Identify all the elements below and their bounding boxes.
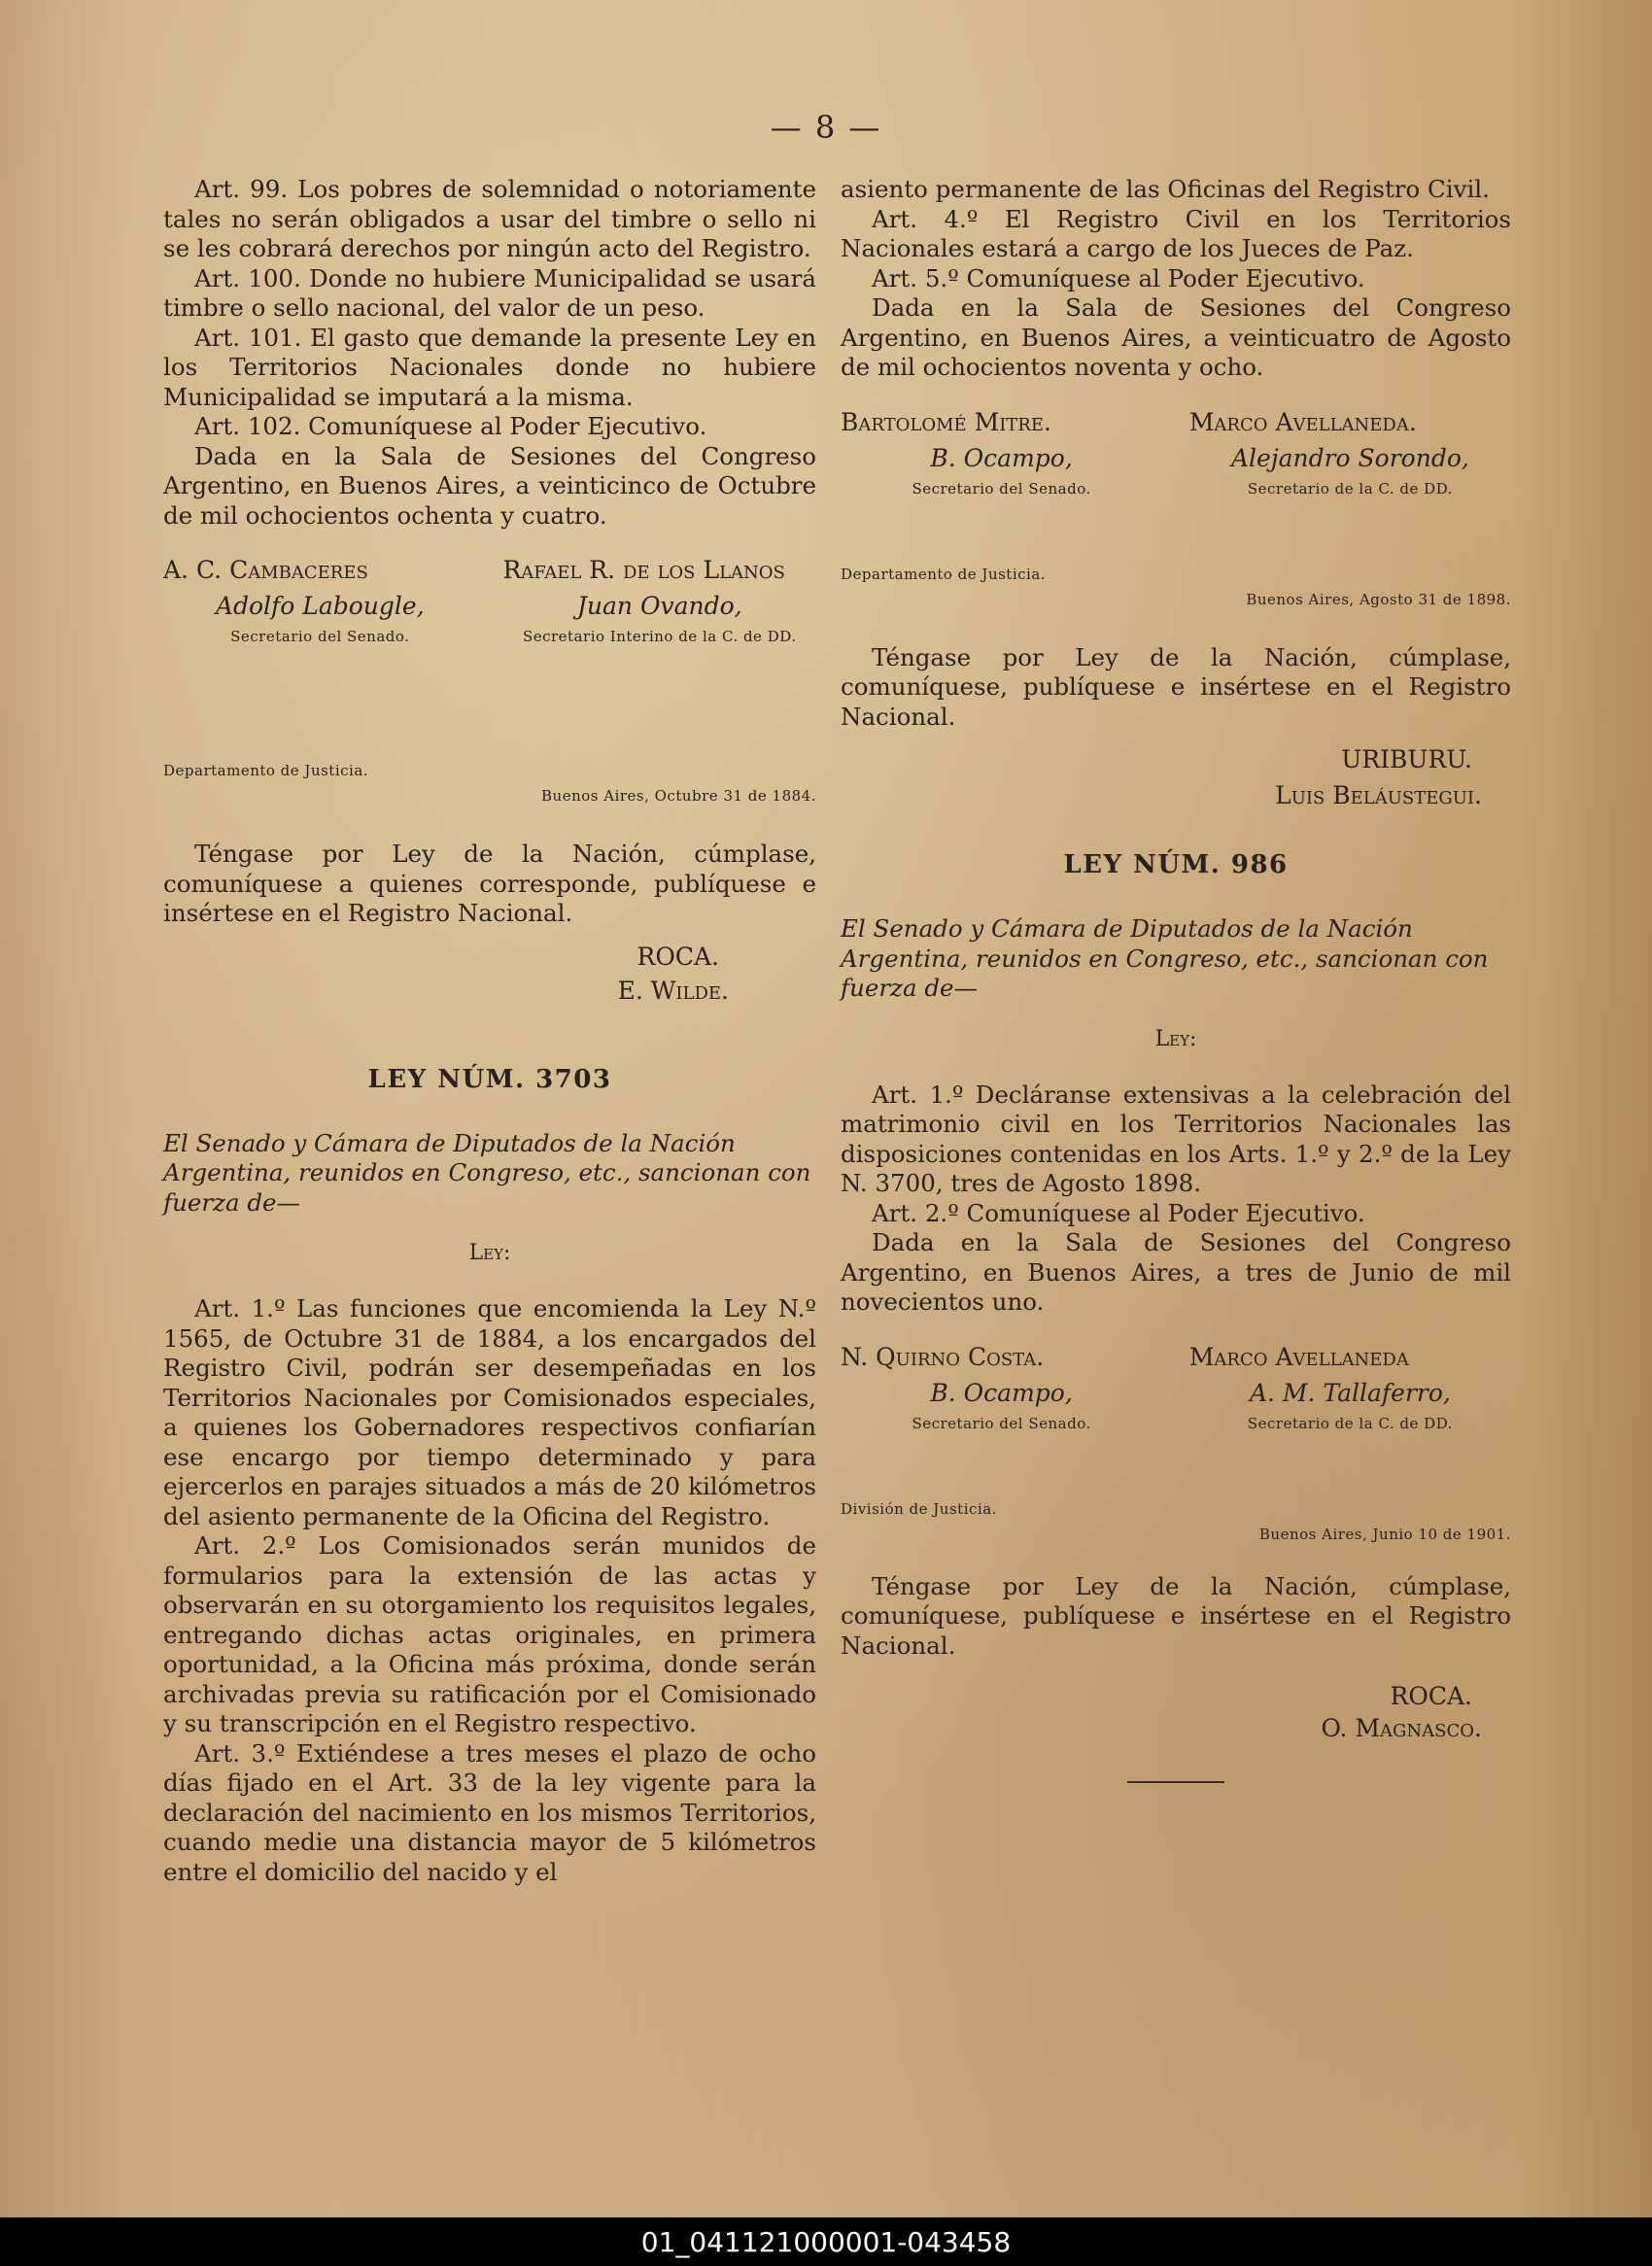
- article-paragraph: Art. 100. Donde no hubiere Municipalidad se usará timbre o sello nacional, del valor de un peso.: [163, 263, 816, 322]
- secretary-role: Secretario del Senado.: [230, 628, 410, 645]
- president-signature: ROCA.: [637, 942, 719, 971]
- ley-label: Ley:: [468, 1241, 511, 1265]
- closing-rule: [1127, 1781, 1224, 1783]
- article-paragraph: Art. 1.º Las funciones que encomienda la Ley N.º 1565, de Octubre 31 de 1884, a los encargados del Registro Civil, podrán ser desempeñadas en los Territorios Nacionales por Comisionados especiales, a quienes los Gobernadores respectivos confiarían ese encargo por tiempo determinado y para ejercerlos en parajes situados a más de 20 kilómetros del asiento permanente de la Oficina del Registro.: [163, 1294, 816, 1530]
- department-line: Departamento de Justicia.: [841, 565, 1047, 583]
- secretary-name: B. Ocampo,: [930, 1378, 1073, 1407]
- signatory-name: Bartolomé Mitre.: [841, 407, 1051, 436]
- decree-paragraph: Téngase por Ley de la Nación, cúmplase, comuníquese, publíquese e insértese en el Registro Nacional.: [841, 642, 1511, 731]
- article-paragraph: Art. 2.º Comuníquese al Poder Ejecutivo.: [872, 1198, 1365, 1227]
- scan-id-bar: [0, 2217, 1652, 2266]
- department-line: División de Justicia.: [841, 1499, 997, 1518]
- date-line: Buenos Aires, Octubre 31 de 1884.: [541, 787, 816, 805]
- president-signature: URIBURU.: [1341, 745, 1472, 773]
- secretary-name: Adolfo Labougle,: [215, 592, 425, 620]
- secretary-name: B. Ocampo,: [930, 443, 1073, 472]
- signature-block: [163, 556, 816, 645]
- article-paragraph: Art. 99. Los pobres de solemnidad o notoriamente tales no serán obligados a usar del timbre o sello ni se les cobrará derechos por ningún acto del Registro.: [163, 175, 816, 262]
- law-title: LEY NÚM. 3703: [367, 1064, 612, 1094]
- article-paragraph: Art. 3.º Extiéndese a tres meses el plazo de ocho días fijado en el Art. 33 de la ley vigente para la declaración del nacimiento en los mismos Territorios, cuando medie una distancia mayor de 5 kilómetros entre el domicilio del nacido y el: [163, 1738, 816, 1886]
- signatory-name: N. Quirno Costa.: [841, 1342, 1045, 1371]
- secretary-role: Secretario de la C. de DD.: [1247, 479, 1453, 498]
- signatory-name: Rafael R. de los Llanos: [502, 556, 785, 584]
- right-column: [841, 175, 1511, 1783]
- signature-block: [841, 1343, 1511, 1432]
- article-paragraph: Art. 1.º Decláranse extensivas a la celebración del matrimonio civil en los Territorios Nacionales las disposiciones contenidas en los Arts. 1.º y 2.º de la Ley N. 3700, tres de Agosto 1898.: [841, 1080, 1511, 1197]
- signature-right: [502, 556, 816, 645]
- enactment-paragraph: Dada en la Sala de Sesiones del Congreso Argentino, en Buenos Aires, a veinticuatro de Agosto de mil ochocientos noventa y ocho.: [841, 293, 1511, 381]
- left-column: [163, 175, 816, 1887]
- enactment-paragraph: Dada en la Sala de Sesiones del Congreso Argentino, en Buenos Aires, a veinticinco de Octubre de mil ochocientos ochenta y cuatro.: [163, 441, 816, 530]
- ley-label: Ley:: [1154, 1026, 1197, 1051]
- secretary-role: Secretario de la C. de DD.: [1247, 1414, 1453, 1432]
- article-paragraph: Art. 101. El gasto que demande la presente Ley en los Territorios Nacionales donde no hubiere Municipalidad se imputará a la misma.: [163, 323, 816, 411]
- signatory-name: Marco Avellaneda.: [1188, 407, 1417, 436]
- decree-paragraph: Téngase por Ley de la Nación, cúmplase, comuníquese a quienes corresponde, publíquese e insértese en el Registro Nacional.: [163, 840, 816, 927]
- secretary-name: A. M. Tallaferro,: [1249, 1378, 1451, 1407]
- article-paragraph: Art. 2.º Los Comisionados serán munidos de formularios para la extensión de las actas y observarán en su otorgamiento los requisitos legales, entregando dichas actas originales, en primera oportunidad, a la Oficina más próxima, donde serán archivadas previa su ratificación por el Comisionado y su transcripción en el Registro respectivo.: [163, 1531, 816, 1737]
- signature-left: [841, 408, 1162, 498]
- secretary-name: Alejandro Sorondo,: [1230, 443, 1469, 472]
- minister-signature: Luis Beláustegui.: [1275, 781, 1482, 809]
- date-line: Buenos Aires, Junio 10 de 1901.: [1258, 1525, 1511, 1543]
- signature-block: [841, 408, 1511, 498]
- signature-left: [163, 556, 477, 645]
- signature-left: [841, 1343, 1162, 1432]
- signatory-name: Marco Avellaneda: [1188, 1342, 1409, 1371]
- department-line: Departamento de Justicia.: [163, 762, 369, 779]
- signature-right: [1189, 408, 1511, 498]
- enactment-paragraph: Dada en la Sala de Sesiones del Congreso Argentino, en Buenos Aires, a tres de Junio de mil novecientos uno.: [841, 1228, 1511, 1316]
- decree-paragraph: Téngase por Ley de la Nación, cúmplase, comuníquese, publíquese e insértese en el Registro Nacional.: [841, 1571, 1511, 1660]
- article-paragraph: Art. 5.º Comuníquese al Poder Ejecutivo.: [872, 263, 1365, 292]
- secretary-name: Juan Ovando,: [576, 592, 742, 620]
- continuation-paragraph: asiento permanente de las Oficinas del Registro Civil.: [841, 175, 1490, 203]
- secretary-role: Secretario Interino de la C. de DD.: [522, 628, 797, 645]
- law-preamble: El Senado y Cámara de Diputados de la Nación Argentina, reunidos en Congreso, etc., sancionan con fuerza de—: [163, 1128, 811, 1217]
- date-line: Buenos Aires, Agosto 31 de 1898.: [1246, 590, 1511, 608]
- signatory-name: A. C. Cambaceres: [163, 556, 368, 584]
- minister-signature: O. Magnasco.: [1321, 1714, 1482, 1742]
- secretary-role: Secretario del Senado.: [912, 479, 1091, 498]
- president-signature: ROCA.: [1390, 1682, 1472, 1710]
- signature-right: [1189, 1343, 1511, 1432]
- law-preamble: El Senado y Cámara de Diputados de la Nación Argentina, reunidos en Congreso, etc., sancionan con fuerza de—: [841, 914, 1489, 1002]
- secretary-role: Secretario del Senado.: [912, 1414, 1091, 1432]
- law-title: LEY NÚM. 986: [1063, 850, 1289, 879]
- article-paragraph: Art. 4.º El Registro Civil en los Territorios Nacionales estará a cargo de los Jueces de Paz.: [841, 204, 1511, 262]
- article-paragraph: Art. 102. Comuníquese al Poder Ejecutivo.: [194, 412, 707, 440]
- page-number: — 8 —: [770, 109, 882, 146]
- scan-id: 01_041121000001-043458: [640, 2225, 1012, 2258]
- minister-signature: E. Wilde.: [617, 976, 729, 1005]
